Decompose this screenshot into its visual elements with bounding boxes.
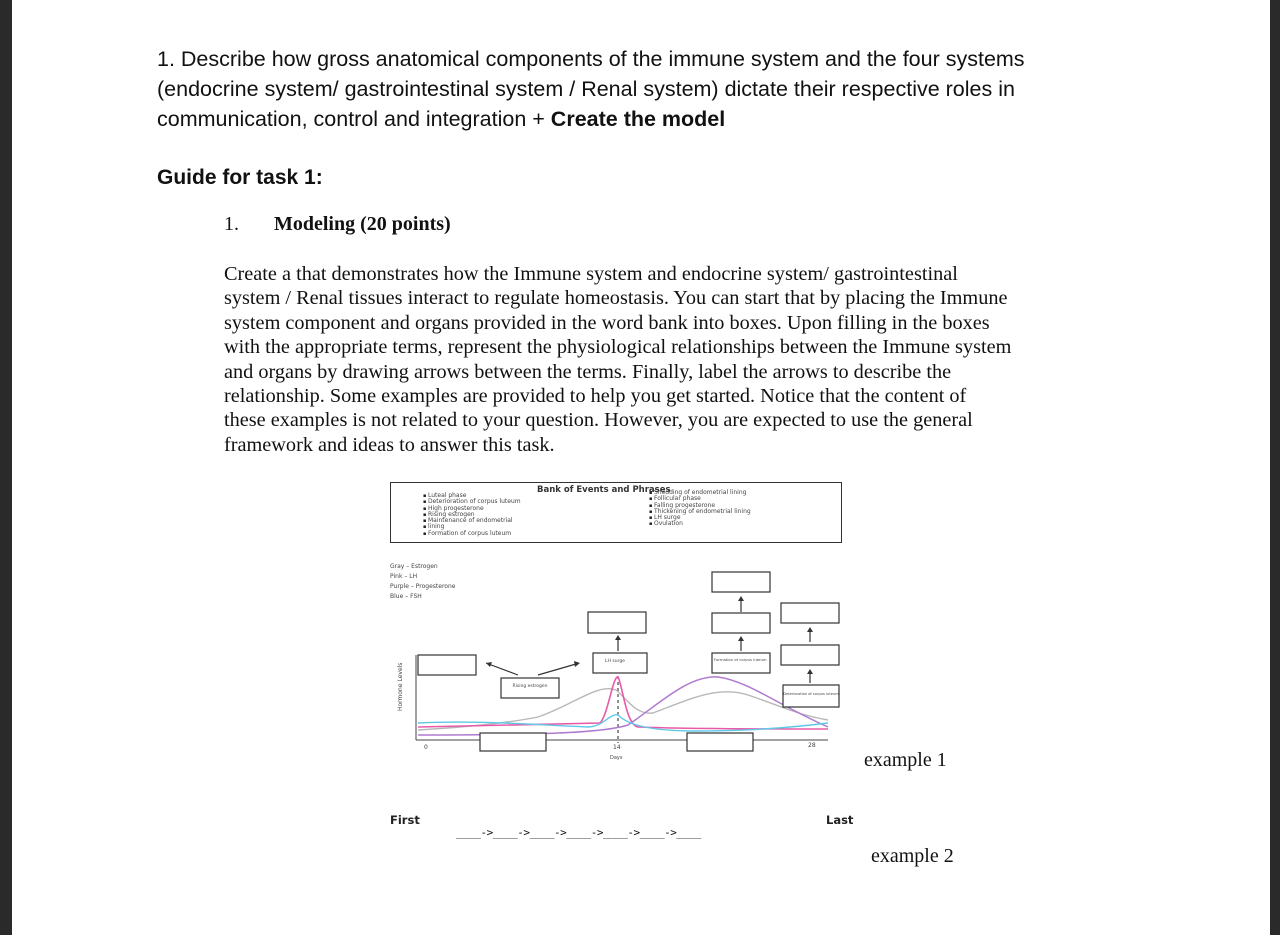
paragraph-line: Create a that demonstrates how the Immune system and endocrine system/ gastrointestinal [224,263,958,285]
formation-cl-box [712,653,770,673]
lh-curve [418,677,828,729]
x-tick-0: 0 [424,744,428,751]
empty-box [480,733,546,751]
arrow [538,664,576,675]
word-bank-item: ▪ Maintenance of endometrial [423,518,521,524]
example-2-label: example 2 [871,845,954,867]
page-edge-right [1270,0,1280,935]
question-line-3 [157,104,1117,134]
question-line-2: (endocrine system/ gastrointestinal system / Renal system) dictate their respective roles in [157,77,1015,101]
word-bank-item: ▪ Luteal phase [423,493,521,499]
deterioration-cl-box [783,685,839,707]
word-bank-item: ▪ Shedding of endometrial lining [649,490,751,496]
x-tick-28: 28 [808,742,816,749]
legend-item-estrogen: Gray – Estrogen [390,563,438,570]
word-bank-title: Bank of Events and Phrases [537,485,671,495]
sequence-first-label: First [390,813,420,827]
y-axis-label: Hormone Levels [397,662,404,711]
empty-box [418,655,476,675]
sequence-blanks: ____->____->____->____->____->____->____ [456,826,701,839]
legend-item-fsh: Blue – FSH [390,593,422,600]
deterioration-cl-text: Deterioration of corpus luteum [783,692,839,696]
word-bank-item: ▪ Thickening of endometrial lining [649,509,751,515]
word-bank-left-column [423,493,521,537]
word-bank [390,482,842,543]
paragraph-line: and organs by drawing arrows between the terms. Finally, label the arrows to describe the [224,360,952,383]
question-line-1: 1. Describe how gross anatomical components of the immune system and the four systems [157,47,1025,71]
empty-box [781,645,839,665]
x-axis-label: Days [610,755,623,761]
word-bank-item: ▪ High progesterone [423,506,521,512]
example-1-label: example 1 [864,749,947,771]
x-tick-14: 14 [613,744,621,751]
rising-estrogen-text: Rising estrogen [512,684,548,689]
question-title [157,44,1117,134]
empty-box [712,572,770,592]
word-bank-item: ▪ Formation of corpus luteum [423,531,521,537]
empty-box [588,612,646,633]
arrowhead [807,669,813,674]
paragraph-line: framework and ideas to answer this task. [224,433,555,456]
arrowhead [738,596,744,601]
item-heading: Modeling (20 points) [274,213,451,235]
guide-heading: Guide for task 1: [157,166,323,189]
word-bank-item: ▪ LH surge [649,515,751,521]
empty-box [781,603,839,623]
word-bank-item: ▪ Ovulation [649,521,751,527]
page-edge-left [0,0,12,935]
paragraph-line: system / Renal tissues interact to regulate homeostasis. You can start that by placing the Immune [224,287,1008,310]
paragraph-line: these examples is not related to your question. However, you are expected to use the general [224,409,973,432]
word-bank-item: ▪ Rising estrogen [423,512,521,518]
lh-surge-text: LH surge [605,659,625,664]
paragraph-line: system component and organs provided in the word bank into boxes. Upon filling in the boxes [224,311,990,334]
example-1-diagram [388,565,848,765]
paragraph-line: with the appropriate terms, represent the physiological relationships between the Immune system [224,336,1012,359]
arrowhead [615,635,621,640]
word-bank-item: ▪ lining [423,524,521,530]
question-line-3-text: communication, control and integration + [157,107,551,131]
formation-cl-text: Formation of corpus luteum [714,657,767,662]
instructions-paragraph [224,262,1064,457]
arrowhead [738,636,744,641]
arrowhead [574,661,580,667]
word-bank-item: ▪ Deterioration of corpus luteum [423,499,521,505]
arrowhead [807,627,813,632]
word-bank-right-column [649,490,751,528]
create-model-emphasis: Create the model [550,107,726,131]
sequence-last-label: Last [826,813,854,827]
empty-box [687,733,753,751]
item-number: 1. [224,213,239,235]
paragraph-line: relationship. Some examples are provided to help you get started. Notice that the content of [224,385,967,408]
empty-box [712,613,770,633]
legend-item-lh: Pink – LH [390,573,418,580]
legend-item-progesterone: Purple – Progesterone [390,583,456,590]
fsh-curve [418,715,828,731]
word-bank-item: ▪ Follicular phase [649,496,751,502]
word-bank-item: ▪ Falling progesterone [649,503,751,509]
